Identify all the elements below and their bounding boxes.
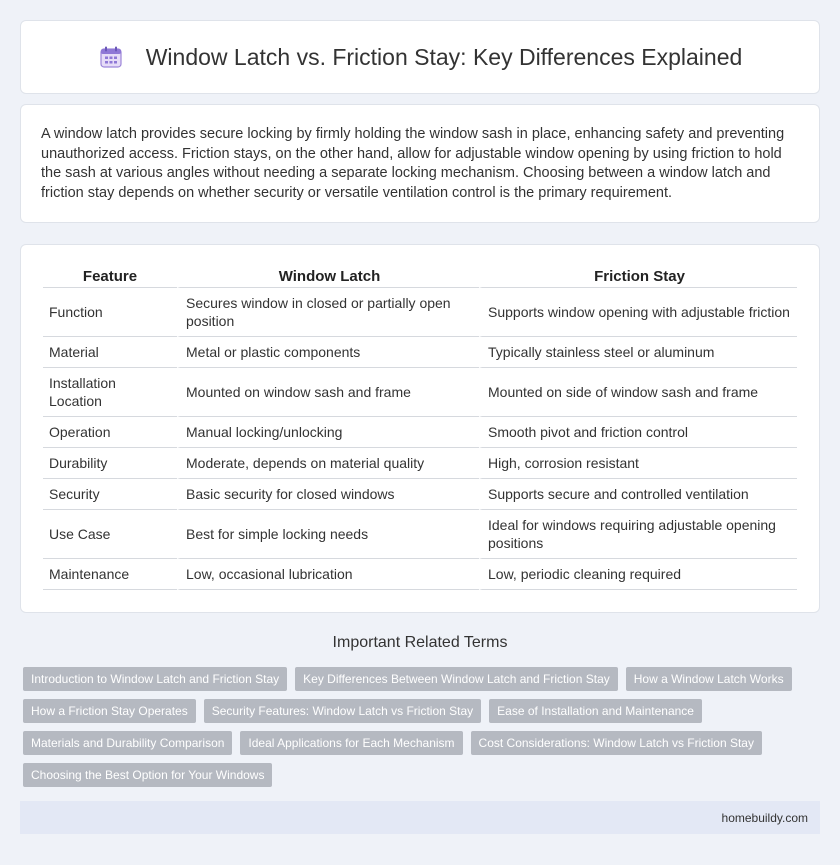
table-row [43,559,797,590]
page-title [98,44,743,71]
related-term-tag[interactable]: Security Features: Window Latch vs Friction Stay [204,699,481,723]
latch-cell: Moderate, depends on material quality [177,448,479,479]
related-term-tag[interactable]: Cost Considerations: Window Latch vs Friction Stay [471,731,762,755]
header-feature: Feature [43,261,177,288]
stay-cell: Low, periodic cleaning required [479,559,797,590]
footer [20,801,820,834]
related-terms-title: Important Related Terms [332,634,508,651]
page-title-text: Window Latch vs. Friction Stay: Key Differences Explained [145,43,743,70]
intro-card [20,104,820,223]
table-row [43,288,797,337]
header-window-latch: Window Latch [177,261,479,288]
table-row [43,448,797,479]
table-row [43,510,797,559]
comparison-card [20,244,820,613]
calendar-icon [98,44,124,70]
feature-cell: Maintenance [43,559,177,590]
table-row [43,337,797,368]
latch-cell: Low, occasional lubrication [177,559,479,590]
related-term-tag[interactable]: How a Window Latch Works [626,667,792,691]
table-row [43,368,797,417]
feature-cell: Operation [43,417,177,448]
feature-cell: Use Case [43,510,177,559]
intro-text: A window latch provides secure locking by firmly holding the window sash in place, enhancing safety and preventing unauthorized access. Friction stays, on the other hand, allow for adjustable window opening by using friction to hold the sash at various angles without needing a separate locking mechanism. Choosing between a window latch and friction stay depends on whether security or versatile ventilation control is the primary requirement. [41,126,785,201]
stay-cell: Typically stainless steel or aluminum [479,337,797,368]
comparison-table [43,261,797,590]
related-term-tag[interactable]: Materials and Durability Comparison [23,731,232,755]
table-row [43,479,797,510]
table-row [43,417,797,448]
latch-cell: Mounted on window sash and frame [177,368,479,417]
related-term-tag[interactable]: Key Differences Between Window Latch and Friction Stay [295,667,618,691]
stay-cell: Ideal for windows requiring adjustable opening positions [479,510,797,559]
related-terms-list [23,667,823,795]
latch-cell: Basic security for closed windows [177,479,479,510]
stay-cell: Smooth pivot and friction control [479,417,797,448]
feature-cell: Function [43,288,177,337]
related-term-tag[interactable]: Ideal Applications for Each Mechanism [240,731,462,755]
table-header-row [43,261,797,288]
stay-cell: Supports secure and controlled ventilation [479,479,797,510]
stay-cell: High, corrosion resistant [479,448,797,479]
title-card [20,20,820,94]
feature-cell: Installation Location [43,368,177,417]
latch-cell: Best for simple locking needs [177,510,479,559]
footer-site-link[interactable]: homebuildy.com [721,810,808,825]
feature-cell: Durability [43,448,177,479]
related-term-tag[interactable]: Choosing the Best Option for Your Windows [23,763,272,787]
feature-cell: Security [43,479,177,510]
latch-cell: Manual locking/unlocking [177,417,479,448]
latch-cell: Metal or plastic components [177,337,479,368]
related-term-tag[interactable]: Introduction to Window Latch and Friction Stay [23,667,287,691]
latch-cell: Secures window in closed or partially open position [177,288,479,337]
stay-cell: Supports window opening with adjustable friction [479,288,797,337]
related-term-tag[interactable]: How a Friction Stay Operates [23,699,196,723]
related-term-tag[interactable]: Ease of Installation and Maintenance [489,699,702,723]
feature-cell: Material [43,337,177,368]
header-friction-stay: Friction Stay [479,261,797,288]
stay-cell: Mounted on side of window sash and frame [479,368,797,417]
